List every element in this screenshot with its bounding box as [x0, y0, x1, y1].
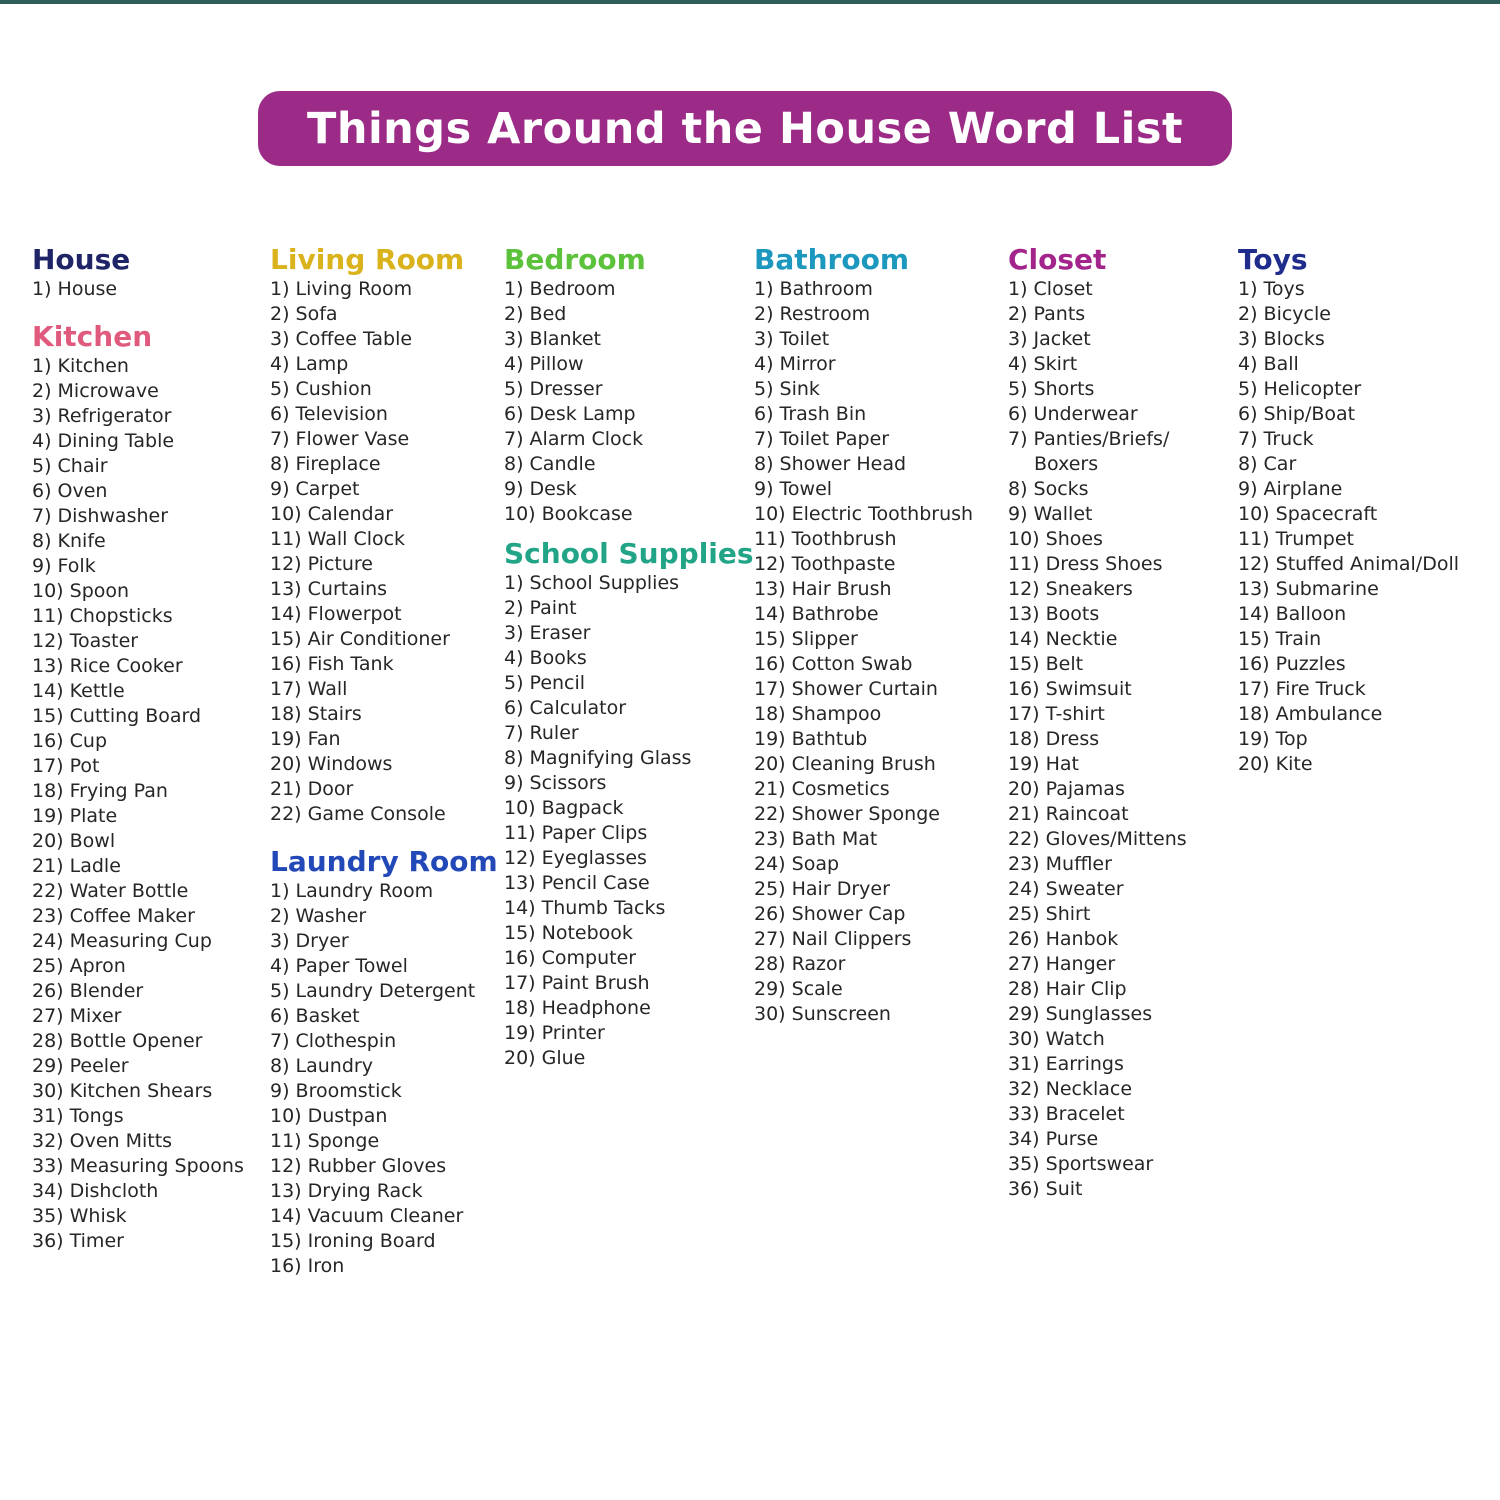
word-list-item: 15) Notebook	[504, 922, 633, 944]
word-list-item: 30) Watch	[1008, 1028, 1105, 1050]
word-list-item: 15) Train	[1238, 628, 1322, 650]
word-list-item: 35) Whisk	[32, 1205, 127, 1227]
word-list-item: 2) Sofa	[270, 303, 338, 325]
word-list-item: 20) Kite	[1238, 753, 1313, 775]
word-list-item: 1) Living Room	[270, 278, 413, 300]
word-list-item: 5) Dresser	[504, 378, 603, 400]
word-list-item: 18) Frying Pan	[32, 780, 168, 802]
word-list-item: 27) Hanger	[1008, 953, 1116, 975]
word-list-item: 33) Measuring Spoons	[32, 1155, 244, 1177]
word-list-item: 14) Vacuum Cleaner	[270, 1205, 464, 1227]
word-list-item: 5) Sink	[754, 378, 820, 400]
word-list-item: 3) Refrigerator	[32, 405, 172, 427]
word-list-item: 13) Hair Brush	[754, 578, 892, 600]
word-list-item: 3) Coffee Table	[270, 328, 413, 350]
word-list-item: 2) Pants	[1008, 303, 1086, 325]
word-list-item: 20) Glue	[504, 1047, 586, 1069]
word-list-item: 12) Toothpaste	[754, 553, 896, 575]
section-title-kitchen: Kitchen	[32, 320, 153, 353]
word-list-item: 24) Measuring Cup	[32, 930, 212, 952]
word-list-item: 11) Wall Clock	[270, 528, 406, 550]
word-list-item: 17) Pot	[32, 755, 100, 777]
column-1	[32, 243, 244, 1254]
title-banner	[258, 91, 1232, 166]
word-list-item: 3) Dryer	[270, 930, 349, 952]
word-list-item: 18) Shampoo	[754, 703, 882, 725]
word-list-item: 28) Razor	[754, 953, 846, 975]
word-list-toys	[1238, 277, 1459, 777]
word-list-bathroom	[754, 277, 973, 1027]
word-list-item: 1) Bathroom	[754, 278, 873, 300]
word-list-item: 8) Car	[1238, 453, 1297, 475]
word-list-item: 32) Oven Mitts	[32, 1130, 173, 1152]
word-list-item: 19) Hat	[1008, 753, 1080, 775]
section-title-living-room: Living Room	[270, 243, 465, 276]
word-list-item: 25) Shirt	[1008, 903, 1091, 925]
word-list-item: 7) Dishwasher	[32, 505, 169, 527]
word-list-item: 18) Headphone	[504, 997, 651, 1019]
word-list-item: 8) Candle	[504, 453, 596, 475]
word-list-item: 13) Submarine	[1238, 578, 1379, 600]
word-list-item: 2) Paint	[504, 597, 577, 619]
word-list-item: 9) Broomstick	[270, 1080, 402, 1102]
word-list-item: 6) Television	[270, 403, 388, 425]
word-list-item: 13) Drying Rack	[270, 1180, 423, 1202]
section-living-room	[270, 243, 498, 827]
section-toys	[1238, 243, 1459, 777]
word-list-item: 1) Bedroom	[504, 278, 616, 300]
word-list-closet	[1008, 277, 1187, 1202]
word-list-item: 34) Dishcloth	[32, 1180, 159, 1202]
word-list-item: 8) Laundry	[270, 1055, 373, 1077]
word-list-item: 29) Sunglasses	[1008, 1003, 1153, 1025]
word-list-item: 3) Blanket	[504, 328, 602, 350]
word-list-item: 5) Helicopter	[1238, 378, 1362, 400]
word-list-item: 11) Sponge	[270, 1130, 380, 1152]
word-list-item: 15) Cutting Board	[32, 705, 202, 727]
word-list-item: 31) Tongs	[32, 1105, 124, 1127]
word-list-item: 12) Sneakers	[1008, 578, 1133, 600]
word-list-item: 13) Curtains	[270, 578, 388, 600]
word-list-item: 10) Calendar	[270, 503, 394, 525]
word-list-item: 14) Bathrobe	[754, 603, 879, 625]
word-list-item: 34) Purse	[1008, 1128, 1099, 1150]
word-list-item: 26) Shower Cap	[754, 903, 906, 925]
word-list-item: 7) Toilet Paper	[754, 428, 890, 450]
word-list-item: 14) Kettle	[32, 680, 125, 702]
word-list-item: 5) Pencil	[504, 672, 586, 694]
word-list-item: 4) Paper Towel	[270, 955, 408, 977]
word-list-laundry-room	[270, 879, 498, 1279]
word-list-item: 1) Toys	[1238, 278, 1305, 300]
word-list-item: 11) Chopsticks	[32, 605, 173, 627]
word-list-item: 12) Picture	[270, 553, 373, 575]
word-list-item: 29) Peeler	[32, 1055, 129, 1077]
word-list-item: 23) Bath Mat	[754, 828, 878, 850]
word-list-item: 21) Ladle	[32, 855, 121, 877]
word-list-item: 24) Sweater	[1008, 878, 1124, 900]
word-list-item: 14) Thumb Tacks	[504, 897, 666, 919]
word-list-item: 15) Belt	[1008, 653, 1084, 675]
word-list-item: 15) Ironing Board	[270, 1230, 436, 1252]
word-list-item: 10) Bagpack	[504, 797, 624, 819]
word-list-item: 9) Scissors	[504, 772, 607, 794]
word-list-item: 17) Wall	[270, 678, 348, 700]
word-list-item: 2) Microwave	[32, 380, 159, 402]
word-list-item: 6) Trash Bin	[754, 403, 867, 425]
word-list-item: 4) Dining Table	[32, 430, 175, 452]
column-6	[1238, 243, 1459, 777]
word-list-item: 16) Fish Tank	[270, 653, 394, 675]
word-list-item: 20) Cleaning Brush	[754, 753, 936, 775]
word-list-item: 24) Soap	[754, 853, 840, 875]
column-2	[270, 243, 498, 1279]
word-list-bedroom	[504, 277, 754, 527]
word-list-item: 13) Boots	[1008, 603, 1100, 625]
word-list-item: 9) Wallet	[1008, 503, 1093, 525]
word-list-item: 5) Chair	[32, 455, 108, 477]
word-list-item: 20) Bowl	[32, 830, 116, 852]
word-list-item: 1) House	[32, 278, 118, 300]
word-list-item: 19) Plate	[32, 805, 118, 827]
word-list-item: 25) Apron	[32, 955, 126, 977]
word-list-item: 15) Air Conditioner	[270, 628, 450, 650]
word-list-item: 8) Magnifying Glass	[504, 747, 692, 769]
word-list-item: 10) Spacecraft	[1238, 503, 1378, 525]
word-list-item: 9) Carpet	[270, 478, 360, 500]
word-list-item: 6) Oven	[32, 480, 108, 502]
section-school-supplies	[504, 537, 754, 1071]
word-list-item: 31) Earrings	[1008, 1053, 1124, 1075]
section-laundry-room	[270, 845, 498, 1279]
column-4	[754, 243, 973, 1027]
word-list-item: 14) Necktie	[1008, 628, 1118, 650]
word-list-item: 28) Hair Clip	[1008, 978, 1127, 1000]
word-list-item: 4) Mirror	[754, 353, 836, 375]
word-list-item: 16) Cotton Swab	[754, 653, 913, 675]
word-list-item: 8) Shower Head	[754, 453, 907, 475]
word-list-item: 12) Eyeglasses	[504, 847, 647, 869]
word-list-living-room	[270, 277, 498, 827]
page-title: Things Around the House Word List	[307, 103, 1183, 154]
word-list-item: 28) Bottle Opener	[32, 1030, 203, 1052]
word-list-item: 21) Door	[270, 778, 354, 800]
word-list-item: 21) Raincoat	[1008, 803, 1129, 825]
word-list-item: 12) Stuffed Animal/Doll	[1238, 553, 1460, 575]
word-list-item: 35) Sportswear	[1008, 1153, 1154, 1175]
section-title-laundry-room: Laundry Room	[270, 845, 498, 878]
word-list-item: 3) Eraser	[504, 622, 591, 644]
word-list-item: 7) Flower Vase	[270, 428, 410, 450]
top-border	[0, 0, 1500, 4]
section-house	[32, 243, 244, 302]
word-list-item: 36) Suit	[1008, 1178, 1083, 1200]
word-list-item: 16) Computer	[504, 947, 637, 969]
word-list-item: 27) Mixer	[32, 1005, 122, 1027]
word-list-item: 11) Trumpet	[1238, 528, 1355, 550]
word-list-item: 12) Rubber Gloves	[270, 1155, 447, 1177]
word-list-item: 10) Electric Toothbrush	[754, 503, 974, 525]
word-list-item: 19) Fan	[270, 728, 341, 750]
word-list-school-supplies	[504, 571, 754, 1071]
word-list-item: 1) School Supplies	[504, 572, 680, 594]
word-list-item: 6) Desk Lamp	[504, 403, 636, 425]
section-title-closet: Closet	[1008, 243, 1107, 276]
word-list-item: 19) Top	[1238, 728, 1308, 750]
column-3	[504, 243, 754, 1071]
word-list-house	[32, 277, 244, 302]
word-list-item: 27) Nail Clippers	[754, 928, 912, 950]
word-list-item: 22) Water Bottle	[32, 880, 189, 902]
word-list-item: 7) Clothespin	[270, 1030, 397, 1052]
section-title-house: House	[32, 243, 131, 276]
word-list-item: 19) Printer	[504, 1022, 605, 1044]
word-list-item: 11) Dress Shoes	[1008, 553, 1163, 575]
section-closet	[1008, 243, 1187, 1202]
word-list-item: 20) Windows	[270, 753, 393, 775]
word-list-item: 21) Cosmetics	[754, 778, 890, 800]
word-list-item: 15) Slipper	[754, 628, 858, 650]
word-list-item: 30) Sunscreen	[754, 1003, 891, 1025]
word-list-item: 32) Necklace	[1008, 1078, 1133, 1100]
section-title-school-supplies: School Supplies	[504, 537, 754, 570]
word-list-item: 17) Fire Truck	[1238, 678, 1366, 700]
section-title-bathroom: Bathroom	[754, 243, 910, 276]
word-list-item: 4) Lamp	[270, 353, 349, 375]
word-list-item: 11) Toothbrush	[754, 528, 897, 550]
word-list-item: 5) Shorts	[1008, 378, 1095, 400]
word-list-item: 4) Skirt	[1008, 353, 1078, 375]
word-list-item: 9) Towel	[754, 478, 833, 500]
word-list-item: 6) Basket	[270, 1005, 360, 1027]
word-list-item: 10) Shoes	[1008, 528, 1103, 550]
word-list-item: 19) Bathtub	[754, 728, 868, 750]
word-list-item: 17) Paint Brush	[504, 972, 650, 994]
word-list-item: 16) Puzzles	[1238, 653, 1346, 675]
word-list-item: 6) Calculator	[504, 697, 627, 719]
section-title-bedroom: Bedroom	[504, 243, 646, 276]
word-list-item: 3) Blocks	[1238, 328, 1325, 350]
section-kitchen	[32, 320, 244, 1254]
word-list-item: 2) Bicycle	[1238, 303, 1331, 325]
word-list-item: 1) Laundry Room	[270, 880, 434, 902]
word-list-item: 11) Paper Clips	[504, 822, 648, 844]
word-list-item: 25) Hair Dryer	[754, 878, 890, 900]
word-list-item: 8) Socks	[1008, 478, 1089, 500]
word-list-item: 26) Hanbok	[1008, 928, 1119, 950]
word-list-item: 26) Blender	[32, 980, 144, 1002]
word-list-item: 3) Jacket	[1008, 328, 1091, 350]
word-list-item: 16) Swimsuit	[1008, 678, 1132, 700]
word-list-item: 9) Desk	[504, 478, 577, 500]
word-list-item: 23) Coffee Maker	[32, 905, 195, 927]
word-list-item: 1) Closet	[1008, 278, 1093, 300]
word-list-item: 3) Toilet	[754, 328, 830, 350]
word-list-item: 7) Alarm Clock	[504, 428, 644, 450]
word-list-item: 2) Bed	[504, 303, 567, 325]
word-list-item: 2) Restroom	[754, 303, 871, 325]
word-list-item: 29) Scale	[754, 978, 843, 1000]
word-list-item: 18) Dress	[1008, 728, 1100, 750]
word-list-item: 2) Washer	[270, 905, 367, 927]
word-list-item: 4) Pillow	[504, 353, 584, 375]
word-list-item: 17) T-shirt	[1008, 703, 1105, 725]
word-list-item: 4) Books	[504, 647, 587, 669]
word-list-item: 23) Muffler	[1008, 853, 1112, 875]
word-list-item: 7) Panties/Briefs/	[1008, 428, 1170, 450]
word-list-item: 10) Spoon	[32, 580, 130, 602]
word-list-item: 7) Truck	[1238, 428, 1314, 450]
section-bathroom	[754, 243, 973, 1027]
word-list-item: 33) Bracelet	[1008, 1103, 1125, 1125]
word-list-item: 22) Game Console	[270, 803, 446, 825]
word-list-item: 9) Airplane	[1238, 478, 1343, 500]
word-list-item: 7) Ruler	[504, 722, 579, 744]
word-list-item: 12) Toaster	[32, 630, 139, 652]
word-list-item: 14) Flowerpot	[270, 603, 402, 625]
word-list-item: 30) Kitchen Shears	[32, 1080, 213, 1102]
word-list-item: 16) Cup	[32, 730, 107, 752]
word-list-item: 4) Ball	[1238, 353, 1299, 375]
word-list-item: 8) Fireplace	[270, 453, 381, 475]
word-list-item: 17) Shower Curtain	[754, 678, 938, 700]
word-list-item: Boxers	[1034, 453, 1099, 475]
word-list-item: 13) Rice Cooker	[32, 655, 183, 677]
column-5	[1008, 243, 1187, 1202]
word-list-item: 22) Gloves/Mittens	[1008, 828, 1187, 850]
word-list-item: 16) Iron	[270, 1255, 345, 1277]
word-list-item: 18) Ambulance	[1238, 703, 1383, 725]
word-list-item: 20) Pajamas	[1008, 778, 1125, 800]
word-list-item: 9) Folk	[32, 555, 96, 577]
word-list-item: 22) Shower Sponge	[754, 803, 940, 825]
word-list-item: 6) Ship/Boat	[1238, 403, 1356, 425]
word-list-item: 10) Bookcase	[504, 503, 633, 525]
word-list-item: 14) Balloon	[1238, 603, 1347, 625]
section-title-toys: Toys	[1238, 243, 1308, 276]
word-list-item: 5) Cushion	[270, 378, 372, 400]
word-list-item: 10) Dustpan	[270, 1105, 388, 1127]
word-list-item: 6) Underwear	[1008, 403, 1138, 425]
word-list-item: 13) Pencil Case	[504, 872, 650, 894]
word-list-item: 18) Stairs	[270, 703, 362, 725]
word-list-item: 5) Laundry Detergent	[270, 980, 476, 1002]
word-list-kitchen	[32, 354, 244, 1254]
section-bedroom	[504, 243, 754, 527]
word-list-item: 8) Knife	[32, 530, 106, 552]
word-list-item: 36) Timer	[32, 1230, 124, 1252]
word-list-item: 1) Kitchen	[32, 355, 129, 377]
